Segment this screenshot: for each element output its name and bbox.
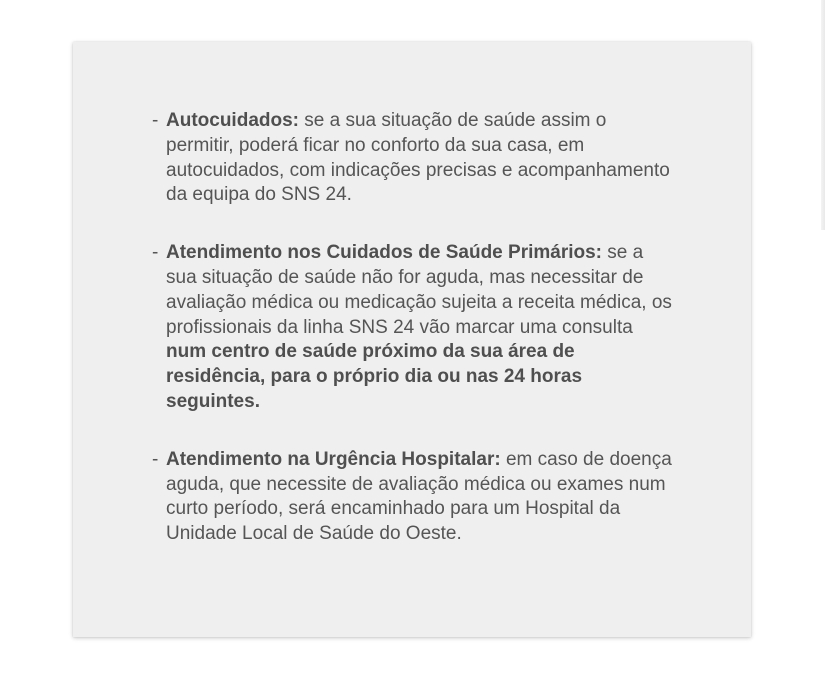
item-text: se a sua situação de saúde não for aguda, mas necessitar de avaliação médica ou medicação sujeita a receita médica, os profissionais da linha SNS 24 vão marcar uma consulta xyxy=(166,242,672,338)
item-heading: Atendimento nos Cuidados de Saúde Primários: xyxy=(166,242,603,264)
scrollbar-track[interactable] xyxy=(821,0,825,230)
list-item-cuidados-primarios xyxy=(152,241,672,415)
list-dash: - xyxy=(152,448,159,470)
item-text: se a sua situação de saúde assim o permitir, poderá ficar no conforto da sua casa, em autocuidados, com indicações precisas e acompanhamento da equipa do SNS 24. xyxy=(166,110,670,206)
list-dash: - xyxy=(152,242,159,264)
item-emphasis: num centro de saúde próximo da sua área de residência, para o próprio dia ou nas 24 horas seguintes. xyxy=(166,341,583,412)
item-heading: Autocuidados: xyxy=(166,110,299,131)
info-card xyxy=(73,42,751,637)
list-dash: - xyxy=(152,110,159,131)
item-heading: Atendimento na Urgência Hospitalar: xyxy=(166,448,501,470)
list-item-urgencia-hospitalar xyxy=(152,448,672,547)
item-text: em caso de doença aguda, que necessite de avaliação médica ou exames num curto período, será encaminhado para um Hospital da Unidade Local de Saúde do Oeste. xyxy=(166,448,672,545)
care-options-list xyxy=(152,109,672,547)
list-item-autocuidados xyxy=(152,109,672,208)
